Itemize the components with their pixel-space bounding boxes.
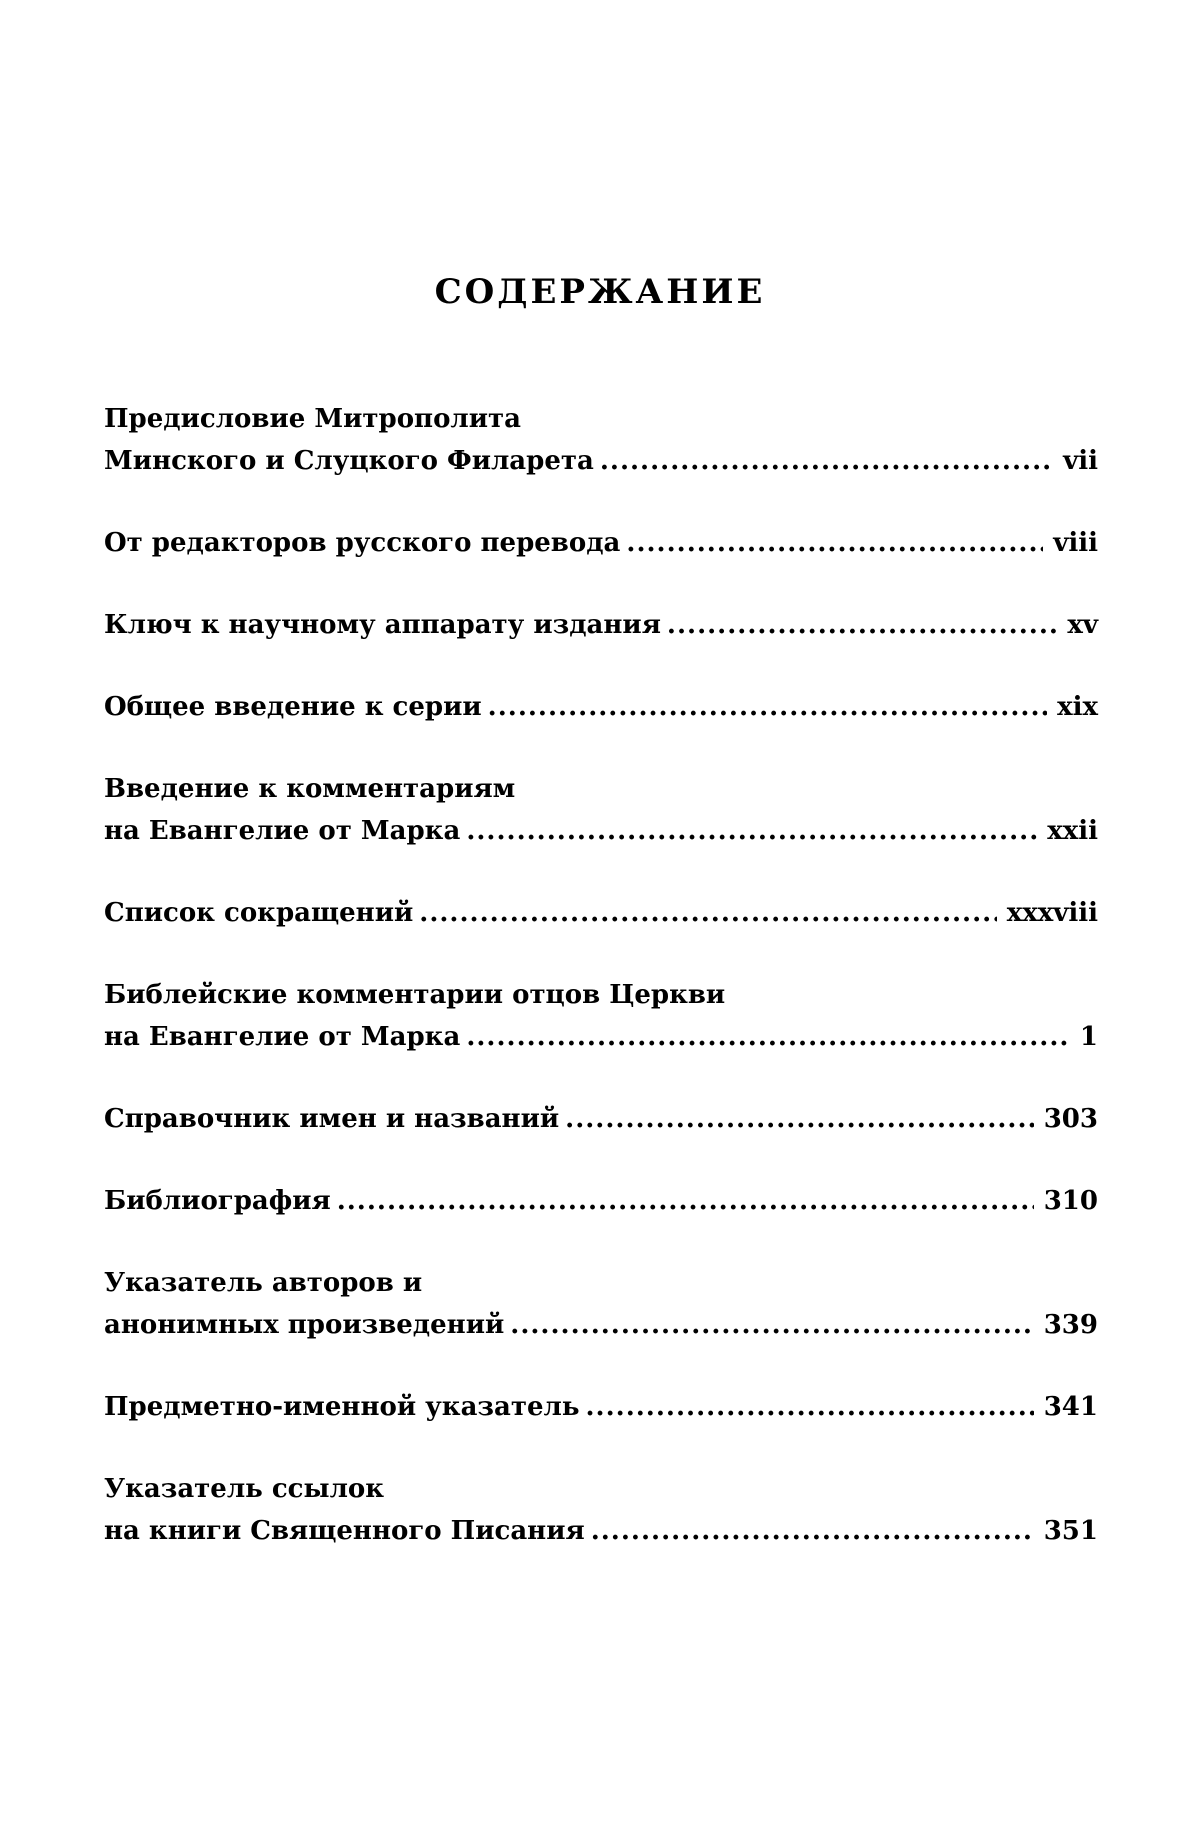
toc-entry	[104, 522, 1098, 564]
toc-page-number: xxxviii	[1006, 898, 1098, 928]
toc-entry-title: От редакторов русского перевода	[104, 528, 621, 558]
page-title: СОДЕРЖАНИЕ	[434, 272, 766, 312]
toc-entry-title: Предметно-именной указатель	[104, 1392, 580, 1422]
toc-entry-title: на Евангелие от Марка	[104, 1022, 461, 1052]
toc-entry-title: Ключ к научному аппарату издания	[104, 610, 661, 640]
toc-entry-title-first-line: Предисловие Митрополита	[104, 404, 521, 434]
toc-entry-title: на Евангелие от Марка	[104, 816, 461, 846]
dot-leader	[626, 522, 1043, 564]
toc-entry	[104, 768, 1098, 852]
toc-entry-title: Список сокращений	[104, 898, 414, 928]
toc-page-number: xxii	[1047, 816, 1098, 846]
dot-leader	[419, 892, 996, 934]
toc-entry-title: на книги Священного Писания	[104, 1516, 585, 1546]
dot-leader	[466, 1016, 1070, 1058]
toc-entry	[104, 1262, 1098, 1346]
toc-page-number: 310	[1043, 1186, 1098, 1216]
dot-leader	[591, 1510, 1034, 1552]
toc-page-number: 341	[1043, 1392, 1098, 1422]
toc-page-number: 339	[1043, 1310, 1098, 1340]
toc-entry-title-first-line: Введение к комментариям	[104, 774, 516, 804]
dot-leader	[510, 1304, 1033, 1346]
toc-page-number: viii	[1053, 528, 1098, 558]
table-of-contents	[104, 398, 1098, 1592]
toc-entry-title-first-line: Указатель авторов и	[104, 1268, 423, 1298]
toc-page-number: 303	[1043, 1104, 1098, 1134]
dot-leader	[488, 686, 1047, 728]
toc-page-number: vii	[1063, 446, 1098, 476]
toc-entry-title: Библиография	[104, 1186, 331, 1216]
toc-page-number: 1	[1079, 1022, 1098, 1052]
toc-entry	[104, 1386, 1098, 1428]
toc-page-number: xv	[1067, 610, 1098, 640]
toc-entry-title: Минского и Слуцкого Филарета	[104, 446, 594, 476]
toc-entry-title: Справочник имен и названий	[104, 1104, 560, 1134]
toc-entry	[104, 604, 1098, 646]
dot-leader	[667, 604, 1057, 646]
toc-entry	[104, 892, 1098, 934]
dot-leader	[466, 810, 1037, 852]
toc-page-number: xix	[1057, 692, 1098, 722]
dot-leader	[337, 1180, 1034, 1222]
dot-leader	[600, 440, 1053, 482]
dot-leader	[565, 1098, 1034, 1140]
toc-entry	[104, 1180, 1098, 1222]
toc-entry-title: анонимных произведений	[104, 1310, 505, 1340]
dot-leader	[586, 1386, 1034, 1428]
toc-entry-title-first-line: Указатель ссылок	[104, 1474, 385, 1504]
toc-page-number: 351	[1043, 1516, 1098, 1546]
toc-entry-title-first-line: Библейские комментарии отцов Церкви	[104, 980, 726, 1010]
toc-entry	[104, 686, 1098, 728]
toc-entry-title: Общее введение к серии	[104, 692, 482, 722]
toc-entry	[104, 1098, 1098, 1140]
toc-entry	[104, 974, 1098, 1058]
toc-entry	[104, 398, 1098, 482]
toc-entry	[104, 1468, 1098, 1552]
